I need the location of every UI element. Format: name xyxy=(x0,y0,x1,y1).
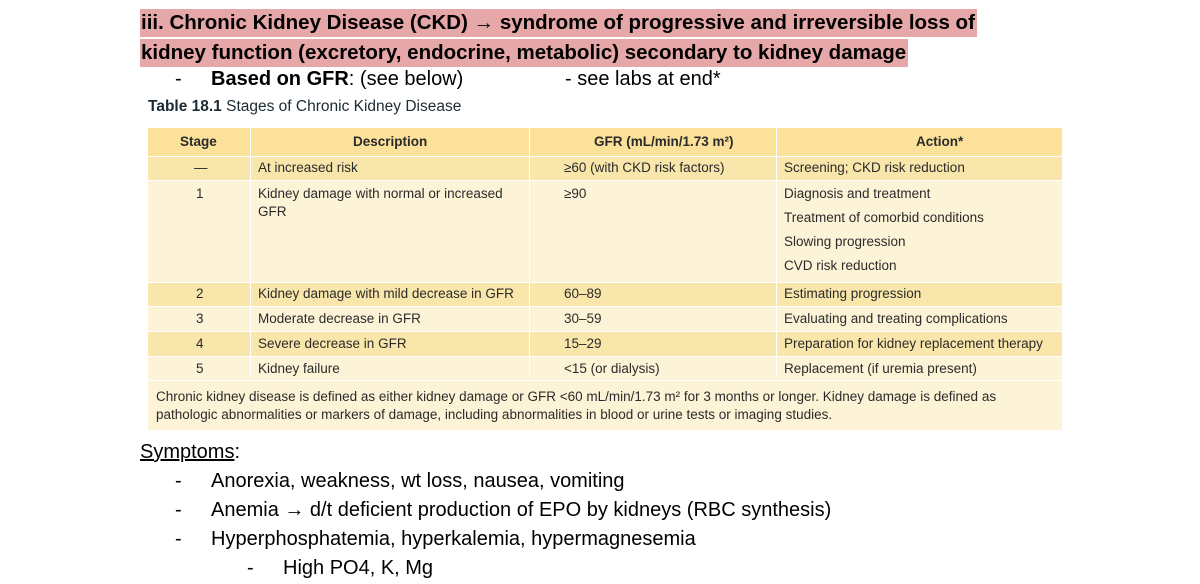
ckd-stages-table xyxy=(148,128,1062,430)
row-divider xyxy=(148,156,1062,157)
symptoms-title xyxy=(140,440,240,464)
header-action: Action* xyxy=(916,134,964,149)
labs-note: - see labs at end* xyxy=(565,68,721,90)
column-divider xyxy=(776,128,777,378)
cell-gfr: <15 (or dialysis) xyxy=(564,361,660,376)
row-divider xyxy=(148,306,1062,307)
symptoms-title-colon: : xyxy=(234,441,241,463)
table-footnote: Chronic kidney disease is defined as either kidney damage or GFR <60 mL/min/1.73 m² for 3 months or longer. Kidney damage is defined as pathologic abnormalities or markers of damage, including abnormalities in blood or urine tests or imaging studies. xyxy=(156,389,997,422)
row-divider xyxy=(148,180,1062,181)
column-divider xyxy=(250,128,251,378)
cell-action: Screening; CKD risk reduction xyxy=(784,160,965,175)
cell-stage: 5 xyxy=(196,361,204,376)
cell-gfr: 15–29 xyxy=(564,336,602,351)
bullet-dash: - xyxy=(175,528,182,550)
symptom-sub-text: High PO4, K, Mg xyxy=(283,557,434,579)
table-caption xyxy=(148,98,461,116)
cell-description: Kidney failure xyxy=(258,361,340,376)
gfr-bullet-bold: Based on GFR xyxy=(211,68,349,90)
cell-gfr: ≥90 xyxy=(564,186,587,201)
table-caption-title: Stages of Chronic Kidney Disease xyxy=(221,98,462,115)
bullet-dash: - xyxy=(175,470,182,492)
cell-action-extra: CVD risk reduction xyxy=(784,258,897,273)
symptoms-title-text: Symptoms xyxy=(140,441,235,463)
cell-action: Evaluating and treating complications xyxy=(784,311,1008,326)
column-divider xyxy=(529,128,530,378)
cell-description: Kidney damage with mild decrease in GFR xyxy=(258,286,514,301)
cell-stage: 1 xyxy=(196,186,204,201)
header-gfr: GFR (mL/min/1.73 m²) xyxy=(594,134,734,149)
cell-description: Severe decrease in GFR xyxy=(258,336,407,351)
row-divider xyxy=(148,331,1062,332)
bullet-dash: - xyxy=(175,499,182,521)
bullet-dash: - xyxy=(175,68,182,90)
heading-line-2: kidney function (excretory, endocrine, metabolic) secondary to kidney damage xyxy=(140,39,908,67)
cell-gfr: 30–59 xyxy=(564,311,602,326)
table-caption-number: Table 18.1 xyxy=(148,98,222,115)
section-heading xyxy=(140,9,977,69)
cell-action: Replacement (if uremia present) xyxy=(784,361,977,376)
cell-stage: 4 xyxy=(196,336,204,351)
cell-action: Preparation for kidney replacement therapy xyxy=(784,336,1043,351)
header-description: Description xyxy=(353,134,428,149)
cell-description: Moderate decrease in GFR xyxy=(258,311,421,326)
cell-description: At increased risk xyxy=(258,160,358,175)
cell-action-extra: Treatment of comorbid conditions xyxy=(784,210,984,225)
gfr-bullet-text: : (see below) xyxy=(348,68,464,90)
symptom-text: Anorexia, weakness, wt loss, nausea, vomiting xyxy=(211,470,625,492)
cell-gfr: 60–89 xyxy=(564,286,602,301)
header-stage: Stage xyxy=(180,134,217,149)
bullet-dash: - xyxy=(247,557,254,579)
cell-gfr: ≥60 (with CKD risk factors) xyxy=(564,160,725,175)
row-divider xyxy=(148,282,1062,283)
symptom-text: Hyperphosphatemia, hyperkalemia, hypermagnesemia xyxy=(211,528,696,550)
cell-stage: 3 xyxy=(196,311,204,326)
row-divider xyxy=(148,356,1062,357)
heading-line-1: iii. Chronic Kidney Disease (CKD) → syndrome of progressive and irreversible loss of xyxy=(140,9,977,37)
cell-description: Kidney damage with normal or increased GFR xyxy=(258,186,503,219)
symptom-text: Anemia → d/t deficient production of EPO by kidneys (RBC synthesis) xyxy=(211,499,832,521)
cell-action: Estimating progression xyxy=(784,286,922,301)
cell-stage: 2 xyxy=(196,286,204,301)
row-divider xyxy=(148,380,1062,381)
cell-action: Diagnosis and treatment xyxy=(784,186,931,201)
cell-action-extra: Slowing progression xyxy=(784,234,906,249)
cell-stage: — xyxy=(194,160,208,175)
